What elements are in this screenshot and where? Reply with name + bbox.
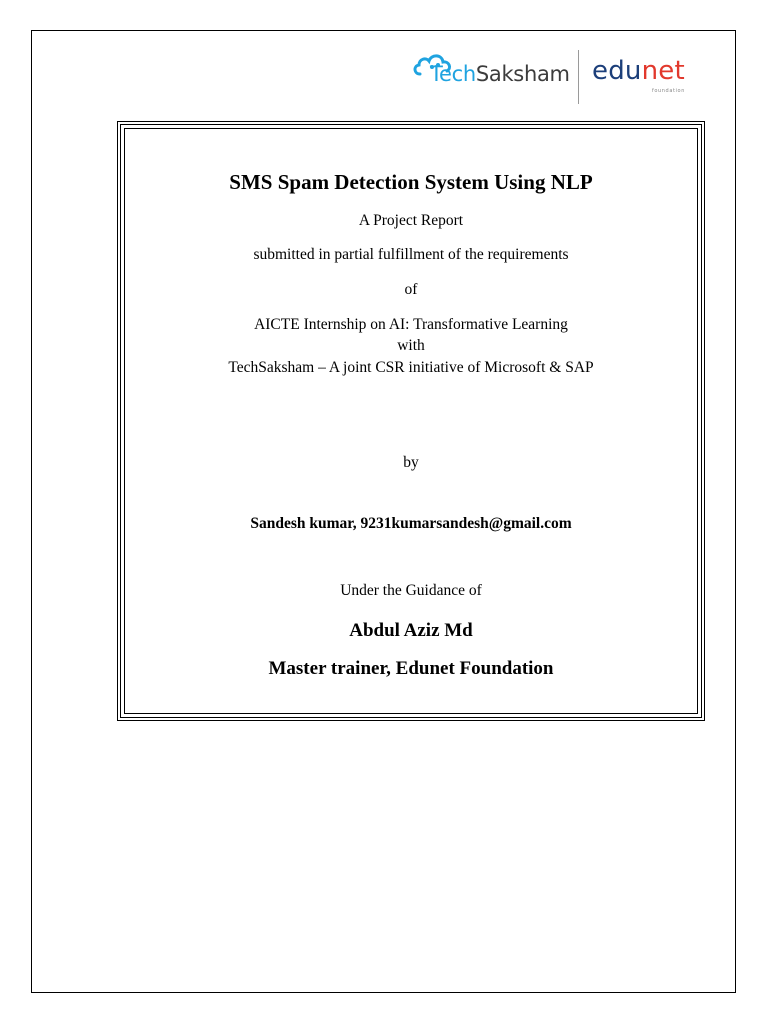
initiative-line: TechSaksham – A joint CSR initiative of Microsoft & SAP — [228, 359, 594, 376]
guide-title: Master trainer, Edunet Foundation — [268, 658, 554, 679]
techsaksham-logo-saksham: Saksham — [475, 62, 570, 86]
title-box-inner — [124, 128, 698, 714]
title-box — [117, 121, 705, 721]
header-logos — [412, 50, 692, 106]
guide-name: Abdul Aziz Md — [349, 620, 473, 641]
techsaksham-logo — [430, 62, 570, 86]
project-title: SMS Spam Detection System Using NLP — [229, 170, 593, 194]
logo-divider — [578, 50, 579, 104]
with-line: with — [397, 337, 425, 354]
report-subtitle: A Project Report — [358, 212, 464, 229]
techsaksham-logo-tech: Tech — [430, 62, 476, 86]
submitted-line: submitted in partial fulfillment of the requirements — [253, 246, 569, 263]
edunet-logo-foundation: foundation — [652, 88, 685, 94]
edunet-logo — [592, 56, 685, 86]
by-line: by — [403, 454, 419, 471]
author-line: Sandesh kumar, 9231kumarsandesh@gmail.com — [250, 515, 572, 532]
of-line: of — [404, 281, 418, 298]
guidance-label: Under the Guidance of — [340, 582, 482, 599]
edunet-logo-net: net — [641, 56, 685, 86]
edunet-logo-edu: edu — [592, 56, 642, 86]
internship-line: AICTE Internship on AI: Transformative Learning — [254, 316, 568, 333]
